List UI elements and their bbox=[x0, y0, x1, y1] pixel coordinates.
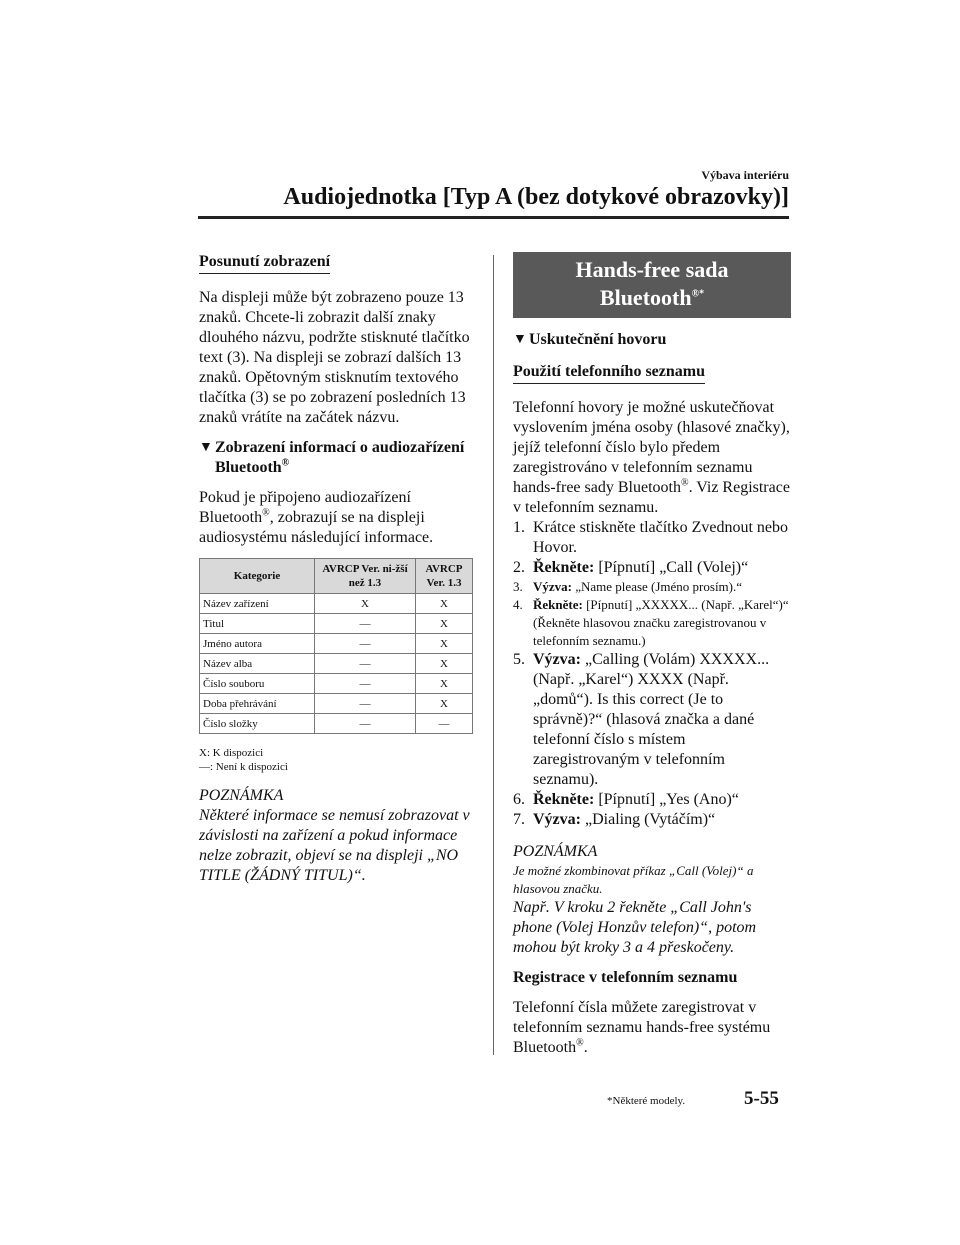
registration-text-part1: Telefonní čísla můžete zaregistrovat v telefonním seznamu hands-free systému Bluetooth bbox=[513, 999, 771, 1056]
scroll-text: Na displeji může být zobrazeno pouze 13 znaků. Chcete-li zobrazit další znaky dlouhého názvu, podržte stisknuté tlačítko text (3). Na displeji se zobrazí dalších 13 znaků. Opětovným stisknutím textového tlačítka (3) se po zobrazení posledních 13 znaků vrátíte na začátek názvu. bbox=[199, 289, 470, 426]
step-keyword: Výzva: bbox=[533, 651, 581, 668]
table-cell: — bbox=[315, 614, 416, 634]
registered-mark: ® bbox=[281, 457, 290, 469]
table-cell: Jméno autora bbox=[200, 634, 315, 654]
banner-superscript: ®* bbox=[691, 288, 705, 300]
section-banner bbox=[513, 252, 791, 318]
left-column bbox=[199, 252, 479, 886]
table-cell: X bbox=[416, 674, 473, 694]
table-row bbox=[200, 714, 473, 734]
table-cell: Název alba bbox=[200, 654, 315, 674]
list-item bbox=[513, 558, 791, 578]
table-cell: Doba přehrávání bbox=[200, 694, 315, 714]
table-header: AVRCP Ver. ni-žší než 1.3 bbox=[315, 559, 416, 594]
intro-text-part1: Telefonní hovory je možné uskutečňovat vyslovením jména osoby (hlasové značky), jejíž telefonní číslo bylo předem zaregistrováno v telefonním seznamu hands-free sady Bluetooth bbox=[513, 399, 790, 496]
step-text: „Dialing (Vytáčím)“ bbox=[580, 811, 716, 828]
step-keyword: Výzva: bbox=[533, 811, 581, 828]
table-row bbox=[200, 614, 473, 634]
step-number: 6. bbox=[513, 791, 525, 808]
triangle-down-icon: ▼ bbox=[199, 440, 213, 455]
intro-text bbox=[513, 398, 791, 518]
section-label: Výbava interiéru bbox=[701, 168, 789, 182]
step-text: „Calling (Volám) XXXXX... (Např. „Karel“) XXXX (Např. „domů“). Is this correct (Je to správně)?“ (hlasová značka a dané telefonní číslo s místem zaregistrovaným v telefonním seznamu). bbox=[533, 651, 770, 788]
column-divider bbox=[493, 255, 494, 1055]
info-text-part1: Pokud je připojeno audiozařízení Bluetooth bbox=[199, 489, 411, 526]
list-item bbox=[513, 518, 791, 558]
table-row bbox=[200, 594, 473, 614]
table-cell: X bbox=[416, 614, 473, 634]
banner-line2-text: Bluetooth bbox=[599, 285, 692, 310]
info-table bbox=[199, 558, 473, 734]
triangle-down-icon: ▼ bbox=[513, 332, 527, 347]
table-cell: X bbox=[315, 594, 416, 614]
registration-heading: Registrace v telefonním seznamu bbox=[513, 969, 738, 986]
scroll-heading: Posunutí zobrazení bbox=[199, 252, 330, 274]
info-heading-text: Zobrazení informací o audiozařízení Bluetooth bbox=[215, 439, 465, 476]
registered-mark: ® bbox=[680, 477, 689, 489]
table-row bbox=[200, 634, 473, 654]
legend-available: X: K dispozici bbox=[199, 747, 264, 759]
list-item bbox=[513, 790, 791, 810]
table-cell: Titul bbox=[200, 614, 315, 634]
info-heading bbox=[199, 438, 479, 478]
info-text bbox=[199, 488, 479, 548]
info-text-part2: , zobrazují se na displeji audiosystému následující informace. bbox=[199, 509, 434, 546]
registration-text-part2: . bbox=[583, 1039, 588, 1056]
table-cell: — bbox=[315, 714, 416, 734]
header-rule bbox=[198, 216, 789, 219]
list-item bbox=[513, 650, 791, 790]
step-number: 5. bbox=[513, 651, 525, 668]
page-number: 5-55 bbox=[744, 1088, 779, 1109]
step-text: Krátce stiskněte tlačítko Zvednout nebo Hovor. bbox=[533, 519, 789, 556]
table-cell: X bbox=[416, 694, 473, 714]
table-header: Kategorie bbox=[200, 559, 315, 594]
page-title: Audiojednotka [Typ A (bez dotykové obrazovky)] bbox=[283, 184, 789, 210]
table-cell: — bbox=[416, 714, 473, 734]
legend-unavailable: —: Není k dispozici bbox=[199, 761, 288, 773]
intro-text-part2: . Viz Registrace v telefonním seznamu. bbox=[513, 479, 790, 516]
table-cell: X bbox=[416, 654, 473, 674]
step-number: 3. bbox=[513, 579, 523, 594]
steps-list bbox=[513, 518, 791, 830]
registered-mark: ® bbox=[576, 1037, 584, 1049]
note-title: POZNÁMKA bbox=[513, 843, 598, 860]
step-number: 2. bbox=[513, 559, 525, 576]
step-text: [Pípnutí] „Yes (Ano)“ bbox=[594, 791, 739, 808]
note-text: Některé informace se nemusí zobrazovat v závislosti na zařízení a pokud informace nelze zobrazit, objeví se na displeji „NO TITLE (ŽÁDNÝ TITUL)“. bbox=[199, 807, 470, 884]
table-header-row bbox=[200, 559, 473, 594]
registration-text bbox=[513, 998, 791, 1058]
step-text: [Pípnutí] „XXXXX... (Např. „Karel“)“ (Řekněte hlasovou značku zaregistrovanou v telefonním seznamu.) bbox=[533, 597, 789, 648]
step-keyword: Řekněte: bbox=[533, 597, 583, 612]
note-text: Např. V kroku 2 řekněte „Call John's phone (Volej Honzův telefon)“, potom mohou být kroky 3 a 4 přeskočeny. bbox=[513, 899, 757, 956]
table-legend bbox=[199, 746, 479, 774]
banner-line2 bbox=[513, 284, 791, 312]
step-keyword: Řekněte: bbox=[533, 559, 595, 576]
step-text: „Name please (Jméno prosím).“ bbox=[572, 579, 743, 594]
call-heading bbox=[513, 330, 791, 350]
phonebook-heading: Použití telefonního seznamu bbox=[513, 362, 705, 384]
right-column bbox=[513, 252, 791, 1058]
table-cell: — bbox=[315, 634, 416, 654]
step-keyword: Výzva: bbox=[533, 579, 572, 594]
table-cell: Číslo složky bbox=[200, 714, 315, 734]
note-small-text: Je možné zkombinovat příkaz „Call (Volej)“ a hlasovou značku. bbox=[513, 863, 754, 896]
table-cell: X bbox=[416, 634, 473, 654]
note-title: POZNÁMKA bbox=[199, 787, 284, 804]
step-text: [Pípnutí] „Call (Volej)“ bbox=[594, 559, 749, 576]
table-cell: Název zařízení bbox=[200, 594, 315, 614]
footer-note: *Některé modely. bbox=[607, 1095, 686, 1107]
table-cell: — bbox=[315, 694, 416, 714]
table-cell: — bbox=[315, 654, 416, 674]
table-cell: X bbox=[416, 594, 473, 614]
table-header: AVRCP Ver. 1.3 bbox=[416, 559, 473, 594]
table-row bbox=[200, 654, 473, 674]
banner-line1: Hands-free sada bbox=[575, 257, 729, 282]
table-row bbox=[200, 694, 473, 714]
call-heading-text: Uskutečnění hovoru bbox=[529, 331, 667, 348]
list-item bbox=[513, 578, 791, 596]
list-item bbox=[513, 810, 791, 830]
step-number: 7. bbox=[513, 811, 525, 828]
list-item bbox=[513, 596, 791, 650]
registered-mark: ® bbox=[262, 507, 270, 519]
table-cell: Číslo souboru bbox=[200, 674, 315, 694]
table-cell: — bbox=[315, 674, 416, 694]
table-row bbox=[200, 674, 473, 694]
step-keyword: Řekněte: bbox=[533, 791, 595, 808]
step-number: 4. bbox=[513, 597, 523, 612]
step-number: 1. bbox=[513, 519, 525, 536]
